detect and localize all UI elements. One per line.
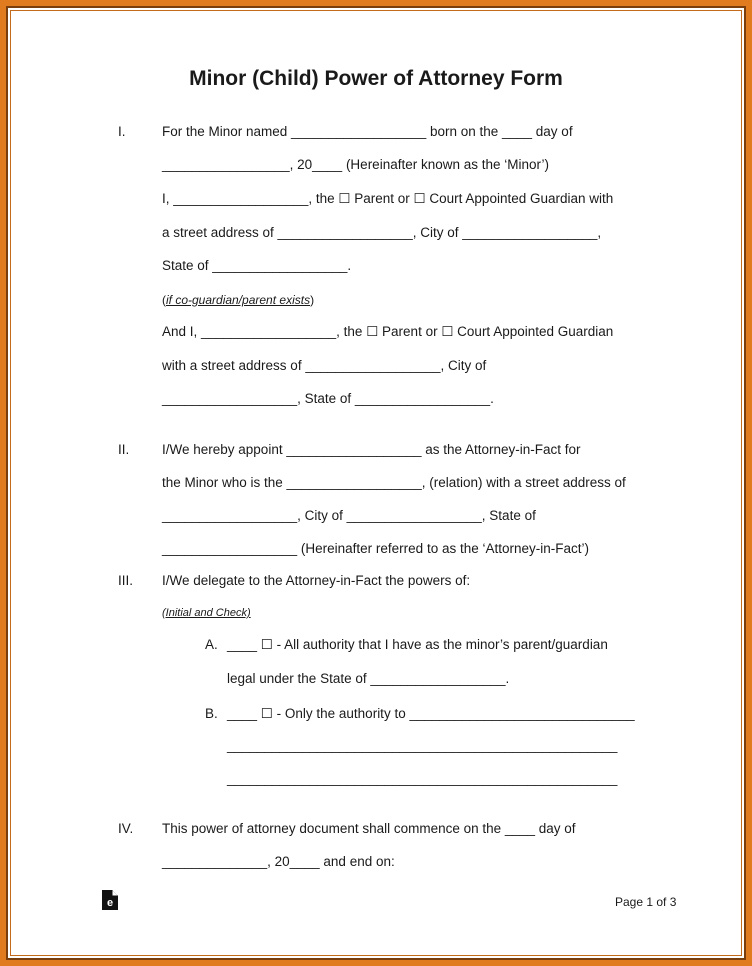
- section-3-number: III.: [118, 573, 134, 588]
- option-b-label: B.: [205, 706, 218, 721]
- section-1-number: I.: [118, 124, 126, 139]
- section-1-line-3: I, __________________, the ☐ Parent or ☐ Court Appointed Guardian with: [162, 191, 614, 206]
- section-1-line-5: State of __________________.: [162, 258, 352, 273]
- section-4-line-2: ______________, 20____ and end on:: [162, 854, 395, 869]
- note-close-paren: ): [310, 293, 315, 307]
- option-b-line-1: ____ ☐ - Only the authority to ______________________________: [227, 706, 635, 721]
- section-1-line-6: And I, __________________, the ☐ Parent or ☐ Court Appointed Guardian: [162, 324, 614, 339]
- option-b-line-3: ____________________________________________________: [227, 771, 618, 786]
- svg-text:e: e: [106, 897, 114, 909]
- section-4-line-1: This power of attorney document shall commence on the ____ day of: [162, 821, 576, 836]
- option-a-label: A.: [205, 637, 218, 652]
- initial-check-note: (Initial and Check): [162, 607, 251, 619]
- section-2-line-1: I/We hereby appoint __________________ as the Attorney-in-Fact for: [162, 442, 581, 457]
- section-2-line-3: __________________, City of __________________, State of: [162, 508, 536, 523]
- section-1-line-2: _________________, 20____ (Hereinafter known as the ‘Minor’): [162, 157, 550, 172]
- section-1-line-8: __________________, State of __________________.: [162, 391, 494, 406]
- co-guardian-note-text: if co-guardian/parent exists: [166, 293, 311, 307]
- section-1-line-7: with a street address of __________________, City of: [162, 358, 487, 373]
- section-2-line-4: __________________ (Hereinafter referred to as the ‘Attorney-in-Fact’): [162, 541, 590, 556]
- section-1-line-1: For the Minor named __________________ born on the ____ day of: [162, 124, 573, 139]
- option-a-line-2: legal under the State of __________________.: [227, 671, 510, 686]
- section-2-line-2: the Minor who is the __________________, (relation) with a street address of: [162, 475, 626, 490]
- page-title: Minor (Child) Power of Attorney Form: [189, 67, 563, 90]
- section-3-intro: I/We delegate to the Attorney-in-Fact the powers of:: [162, 573, 471, 588]
- page-number: Page 1 of 3: [615, 895, 677, 909]
- eforms-logo-icon: [101, 889, 119, 916]
- section-2-number: II.: [118, 442, 130, 457]
- co-guardian-note: [162, 292, 314, 308]
- note-open-paren: (: [162, 293, 166, 307]
- option-b-line-2: ____________________________________________________: [227, 738, 618, 753]
- section-1-line-4: a street address of __________________, City of __________________,: [162, 225, 602, 240]
- section-4-number: IV.: [118, 821, 134, 836]
- option-a-line-1: ____ ☐ - All authority that I have as the minor’s parent/guardian: [227, 637, 608, 652]
